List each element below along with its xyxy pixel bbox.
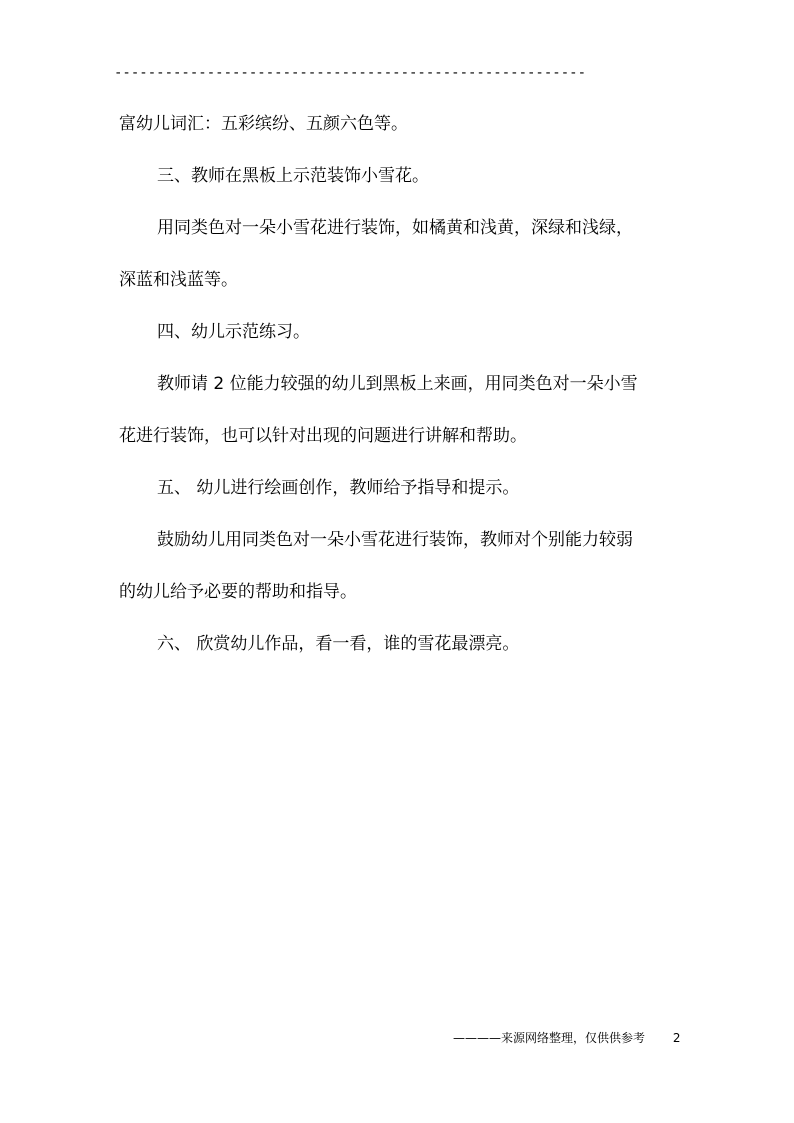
footer-source-note: ————来源网络整理，仅供供参考 — [453, 1031, 646, 1045]
paragraph-continuation: 富幼儿词汇：五彩缤纷、五颜六色等。 — [119, 114, 408, 134]
document-body — [119, 105, 685, 664]
page-footer — [453, 1028, 693, 1048]
step-three-body-line-2: 深蓝和浅蓝等。 — [119, 270, 238, 290]
header-dashed-rule: -------------------------------------------------------- — [114, 65, 587, 81]
step-five-heading: 五、 幼儿进行绘画创作，教师给予指导和提示。 — [157, 478, 520, 498]
step-three-body-line-1: 用同类色对一朵小雪花进行装饰，如橘黄和浅黄，深绿和浅绿， — [157, 218, 633, 238]
step-six-heading: 六、 欣赏幼儿作品，看一看，谁的雪花最漂亮。 — [157, 634, 520, 654]
step-four-heading: 四、幼儿示范练习。 — [157, 322, 310, 342]
step-five-body-line-2: 的幼儿给予必要的帮助和指导。 — [119, 582, 357, 602]
step-three-heading: 三、教师在黑板上示范装饰小雪花。 — [157, 166, 429, 186]
step-five-body-line-1: 鼓励幼儿用同类色对一朵小雪花进行装饰，教师对个别能力较弱 — [157, 530, 633, 550]
step-four-body-line-2: 花进行装饰，也可以针对出现的问题进行讲解和帮助。 — [119, 426, 527, 446]
step-four-body-line-1: 教师请 2 位能力较强的幼儿到黑板上来画，用同类色对一朵小雪 — [157, 374, 638, 394]
page-number: 2 — [672, 1031, 681, 1045]
